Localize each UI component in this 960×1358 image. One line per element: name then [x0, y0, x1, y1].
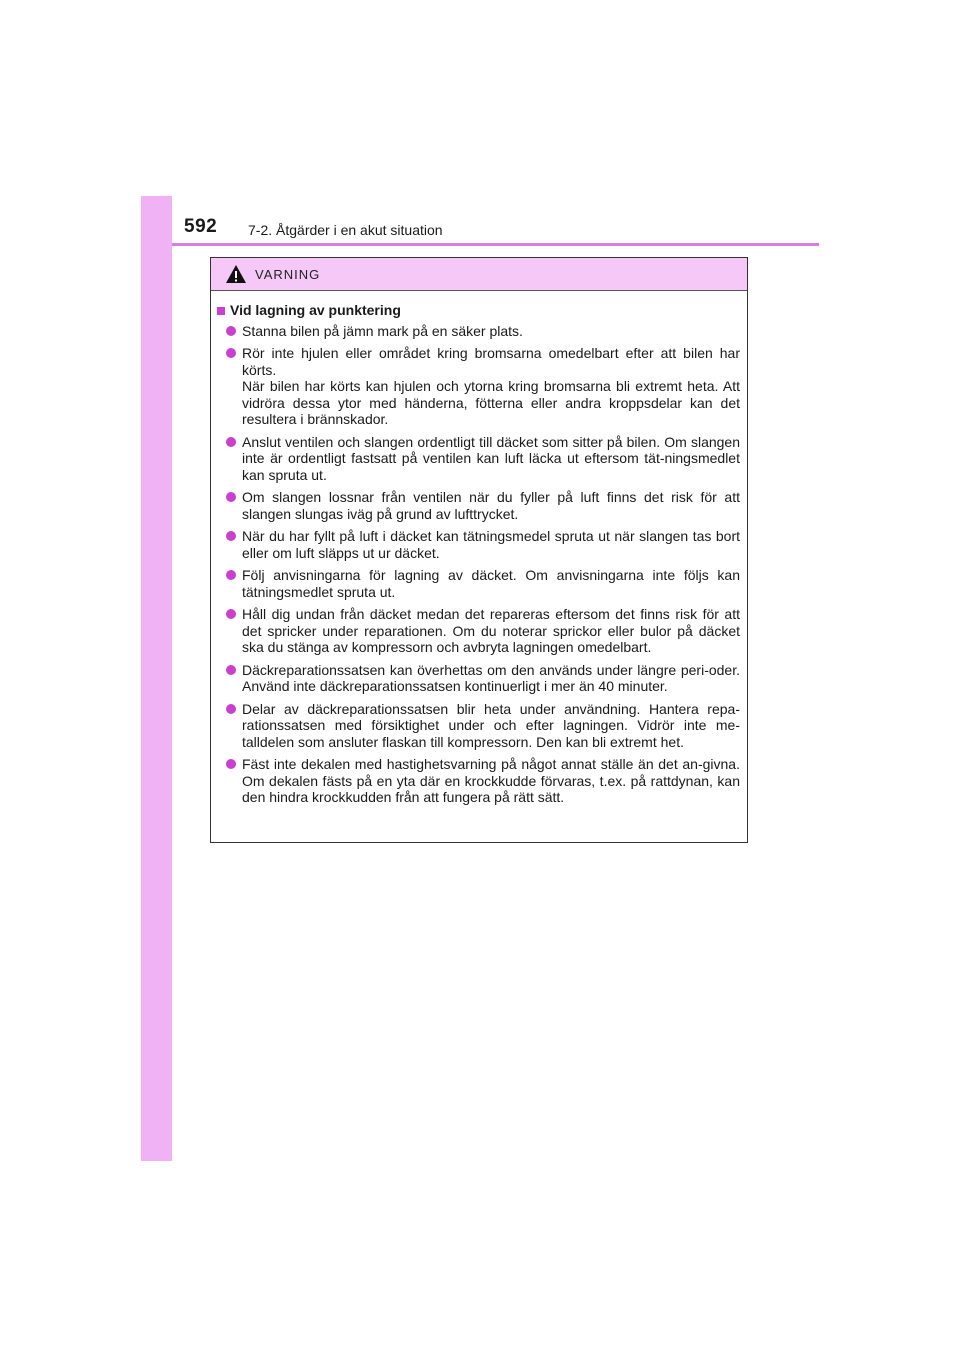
list-item-text — [242, 701, 740, 751]
list-item-line: Delar av däckreparationssatsen blir heta under användning. Hantera repa-rationssatsen med försiktighet under och efter lagningen. Vidrör inte me-talldelen som ansluter flaskan till kompressorn. Den kan bli extremt het. — [242, 700, 740, 750]
warning-heading-text: Vid lagning av punktering — [230, 302, 401, 318]
round-bullet-icon — [226, 492, 236, 502]
warning-heading — [217, 302, 740, 319]
round-bullet-icon — [226, 437, 236, 447]
list-item — [217, 528, 740, 561]
list-item-text — [242, 756, 740, 806]
list-item-line: Håll dig undan från däcket medan det repareras eftersom det finns risk för att det spricker under reparationen. Om du noterar sprickor eller bulor på däcket ska du stänga av kompressorn och avbryta lagningen omedelbart. — [242, 606, 740, 655]
round-bullet-icon — [226, 609, 236, 619]
list-item — [217, 756, 740, 806]
list-item-line: När du har fyllt på luft i däcket kan tätningsmedel spruta ut när slangen tas bort eller om luft släpps ut ur däcket. — [242, 528, 740, 561]
round-bullet-icon — [226, 759, 236, 769]
warning-body — [211, 291, 747, 806]
list-item-line: Däckreparationssatsen kan överhettas om den används under längre peri-oder. Använd inte däckreparationssatsen kontinuerligt i mer än 40 minuter. — [242, 661, 740, 694]
list-item — [217, 434, 740, 484]
list-item — [217, 606, 740, 656]
list-item — [217, 662, 740, 695]
list-item-text — [242, 528, 740, 561]
list-item-line: Anslut ventilen och slangen ordentligt till däcket som sitter på bilen. Om slangen inte är ordentligt fastsatt på ventilen kan luft läcka ut eftersom tät-ningsmedlet kan spruta ut. — [242, 433, 740, 483]
header-rule — [172, 243, 819, 246]
round-bullet-icon — [226, 326, 236, 336]
page-number: 592 — [184, 216, 218, 237]
list-item-line: Rör inte hjulen eller området kring bromsarna omedelbart efter att bilen har körts. — [242, 345, 740, 378]
warning-header — [211, 258, 747, 291]
section-title: 7-2. Åtgärder i en akut situation — [248, 222, 443, 238]
list-item-text — [242, 567, 740, 600]
list-item-line: Följ anvisningarna för lagning av däcket. Om anvisningarna inte följs kan tätningsmedlet spruta ut. — [242, 567, 740, 600]
round-bullet-icon — [226, 531, 236, 541]
list-item-line: När bilen har körts kan hjulen och ytorna kring bromsarna bli extremt heta. Att vidröra dessa ytor med händerna, fötterna eller andra kroppsdelar kan det resultera i brännskador. — [242, 378, 740, 427]
round-bullet-icon — [226, 348, 236, 358]
round-bullet-icon — [226, 570, 236, 580]
list-item-text — [242, 489, 740, 522]
warning-label: VARNING — [255, 266, 321, 282]
warning-items — [217, 323, 740, 806]
list-item-text — [242, 606, 740, 656]
warning-box — [210, 257, 748, 843]
list-item — [217, 345, 740, 428]
list-item-text — [242, 662, 740, 695]
list-item — [217, 489, 740, 522]
list-item-text — [242, 434, 740, 484]
square-bullet-icon — [217, 307, 225, 315]
warning-triangle-icon — [225, 264, 247, 284]
list-item — [217, 323, 740, 340]
list-item-line: Stanna bilen på jämn mark på en säker plats. — [242, 322, 523, 339]
list-item-text — [242, 345, 740, 428]
list-item-line: Fäst inte dekalen med hastighetsvarning på något annat ställe än det an-givna. Om dekalen fästs på en yta där en krockkudde förvaras, t.ex. på rattdynan, kan den hindra krockkudden från att fungera på rätt sätt. — [242, 756, 740, 805]
list-item-line: Om slangen lossnar från ventilen när du fyller på luft finns det risk för att slangen slungas iväg på grund av lufttrycket. — [242, 489, 740, 522]
list-item — [217, 701, 740, 751]
list-item-text — [242, 323, 740, 340]
round-bullet-icon — [226, 704, 236, 714]
side-strip — [141, 196, 172, 1161]
round-bullet-icon — [226, 665, 236, 675]
list-item — [217, 567, 740, 600]
